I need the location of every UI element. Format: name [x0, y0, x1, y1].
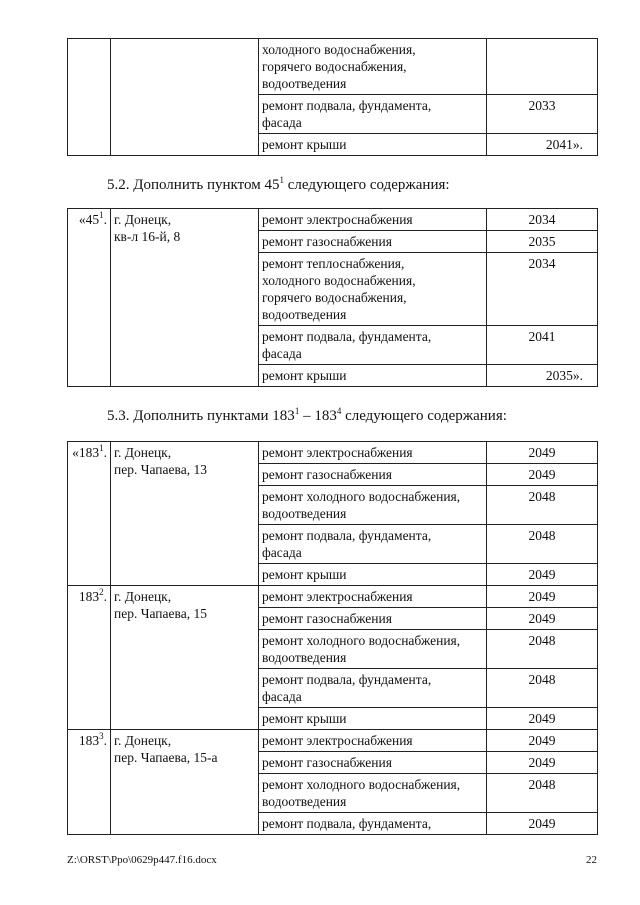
work-year: 2048: [487, 630, 598, 669]
heading-text-suffix: следующего содержания:: [283, 177, 450, 193]
work-type: [259, 464, 487, 486]
work-year: 2049: [487, 442, 598, 464]
work-type: [259, 813, 487, 835]
work-type: [259, 774, 487, 813]
work-type: [259, 486, 487, 525]
work-type-line: ремонт электроснабжения: [262, 212, 413, 227]
heading-text-suffix: следующего содержания:: [341, 408, 507, 424]
item-address: [111, 209, 259, 387]
work-year: 2048: [487, 486, 598, 525]
work-type: [259, 253, 487, 326]
work-type-line: фасада: [262, 115, 302, 130]
footer-file-path: Z:\ORST\Ppo\0629p447.f16.docx: [67, 854, 217, 866]
work-type: [259, 708, 487, 730]
work-type-line: ремонт холодного водоснабжения,: [262, 633, 461, 648]
item-number-superscript: 1: [99, 443, 104, 453]
item-number: [68, 586, 111, 730]
work-type: [259, 525, 487, 564]
work-type: [259, 365, 487, 387]
work-year: 2048: [487, 669, 598, 708]
table-continued: [67, 38, 598, 156]
section-heading-5-2: [107, 176, 450, 194]
table-items-183-body: [68, 442, 598, 835]
item-number-dot: .: [103, 589, 107, 604]
work-year: 2048: [487, 525, 598, 564]
item-number-superscript: 3: [99, 731, 104, 741]
work-type-line: ремонт электроснабжения: [262, 589, 413, 604]
table-row: [68, 586, 598, 608]
work-type-line: ремонт холодного водоснабжения,: [262, 777, 461, 792]
item-number-text: 183: [78, 733, 100, 748]
work-type-line: ремонт подвала, фундамента,: [262, 528, 432, 543]
work-type-line: водоотведения: [262, 307, 347, 322]
work-type-line: ремонт холодного водоснабжения,: [262, 489, 461, 504]
work-year: 2049: [487, 708, 598, 730]
item-number-dot: .: [103, 445, 107, 460]
work-type-line: ремонт подвала, фундамента,: [262, 672, 432, 687]
item-address-line: пер. Чапаева, 15: [114, 606, 207, 621]
item-address-line: кв-л 16-й, 8: [114, 229, 181, 244]
table-items-183: [67, 441, 598, 835]
table-row: [68, 442, 598, 464]
section-heading-5-3: [107, 407, 507, 425]
work-type-line: ремонт крыши: [262, 137, 347, 152]
work-type-line: фасада: [262, 689, 302, 704]
work-type-line: горячего водоснабжения,: [262, 290, 407, 305]
work-type-line: ремонт электроснабжения: [262, 445, 413, 460]
item-number: [68, 209, 111, 387]
item-number-empty: [68, 39, 111, 156]
work-type: [259, 752, 487, 774]
work-year: 2049: [487, 608, 598, 630]
work-type-line: водоотведения: [262, 794, 347, 809]
table-row: [68, 39, 598, 95]
work-year: 2041: [487, 326, 598, 365]
item-address-line: г. Донецк,: [114, 589, 172, 604]
work-type-line: ремонт газоснабжения: [262, 611, 392, 626]
work-year: 2049: [487, 752, 598, 774]
item-number-text: «183: [72, 445, 100, 460]
heading-text: 5.2. Дополнить пунктом 45: [107, 177, 280, 193]
work-year: 2033: [487, 95, 598, 134]
work-type: [259, 134, 487, 156]
work-type-line: водоотведения: [262, 76, 347, 91]
work-type-line: ремонт подвала, фундамента,: [262, 329, 432, 344]
work-year: [487, 39, 598, 95]
work-year: 2041».: [487, 134, 598, 156]
item-number-text: «45: [78, 212, 100, 227]
work-type-line: ремонт газоснабжения: [262, 755, 392, 770]
item-address-line: г. Донецк,: [114, 733, 172, 748]
item-number: [68, 730, 111, 835]
work-type-line: водоотведения: [262, 650, 347, 665]
item-address: [111, 586, 259, 730]
work-type-line: горячего водоснабжения,: [262, 59, 407, 74]
item-number-superscript: 1: [99, 210, 104, 220]
table-item-45-1-body: [68, 209, 598, 387]
work-type-line: холодного водоснабжения,: [262, 42, 416, 57]
work-type-line: водоотведения: [262, 506, 347, 521]
heading-text: 5.3. Дополнить пунктами 183: [107, 408, 295, 424]
work-type-line: ремонт крыши: [262, 711, 347, 726]
heading-superscript-2: 4: [336, 406, 342, 416]
item-number-dot: .: [103, 733, 107, 748]
work-year: 2048: [487, 774, 598, 813]
work-type: [259, 231, 487, 253]
item-number-superscript: 2: [99, 587, 104, 597]
item-address-line: г. Донецк,: [114, 445, 172, 460]
work-type-line: фасада: [262, 346, 302, 361]
item-address: [111, 730, 259, 835]
work-type-line: ремонт крыши: [262, 368, 347, 383]
footer-page-number: 22: [586, 854, 597, 866]
work-type: [259, 95, 487, 134]
work-type: [259, 586, 487, 608]
item-number-text: 183: [78, 589, 100, 604]
work-year: 2035: [487, 231, 598, 253]
work-type: [259, 39, 487, 95]
work-year: 2034: [487, 209, 598, 231]
work-type: [259, 669, 487, 708]
work-year: 2049: [487, 813, 598, 835]
work-year: 2049: [487, 586, 598, 608]
work-type-line: ремонт подвала, фундамента,: [262, 98, 432, 113]
work-type-line: ремонт электроснабжения: [262, 733, 413, 748]
work-type-line: ремонт теплоснабжения,: [262, 256, 405, 271]
work-type-line: ремонт подвала, фундамента,: [262, 816, 432, 831]
work-year: 2034: [487, 253, 598, 326]
work-type-line: холодного водоснабжения,: [262, 273, 416, 288]
work-type-line: ремонт крыши: [262, 567, 347, 582]
item-address-line: пер. Чапаева, 15-а: [114, 750, 218, 765]
heading-superscript: 1: [279, 175, 284, 185]
work-year: 2049: [487, 564, 598, 586]
table-item-45-1: [67, 208, 598, 387]
work-type: [259, 442, 487, 464]
work-type-line: ремонт газоснабжения: [262, 234, 392, 249]
work-type-line: ремонт газоснабжения: [262, 467, 392, 482]
work-type: [259, 608, 487, 630]
heading-text-mid: – 183: [299, 408, 337, 424]
work-type: [259, 564, 487, 586]
work-type: [259, 630, 487, 669]
item-address: [111, 442, 259, 586]
work-type-line: фасада: [262, 545, 302, 560]
item-address-line: г. Донецк,: [114, 212, 172, 227]
item-number-dot: .: [103, 212, 107, 227]
work-year: 2049: [487, 464, 598, 486]
table-row: [68, 730, 598, 752]
table-continued-body: [68, 39, 598, 156]
item-number: [68, 442, 111, 586]
work-type: [259, 209, 487, 231]
table-row: [68, 209, 598, 231]
item-address-empty: [111, 39, 259, 156]
work-type: [259, 730, 487, 752]
work-year: 2049: [487, 730, 598, 752]
item-address-line: пер. Чапаева, 13: [114, 462, 207, 477]
heading-superscript-1: 1: [294, 406, 300, 416]
work-type: [259, 326, 487, 365]
work-year: 2035».: [487, 365, 598, 387]
